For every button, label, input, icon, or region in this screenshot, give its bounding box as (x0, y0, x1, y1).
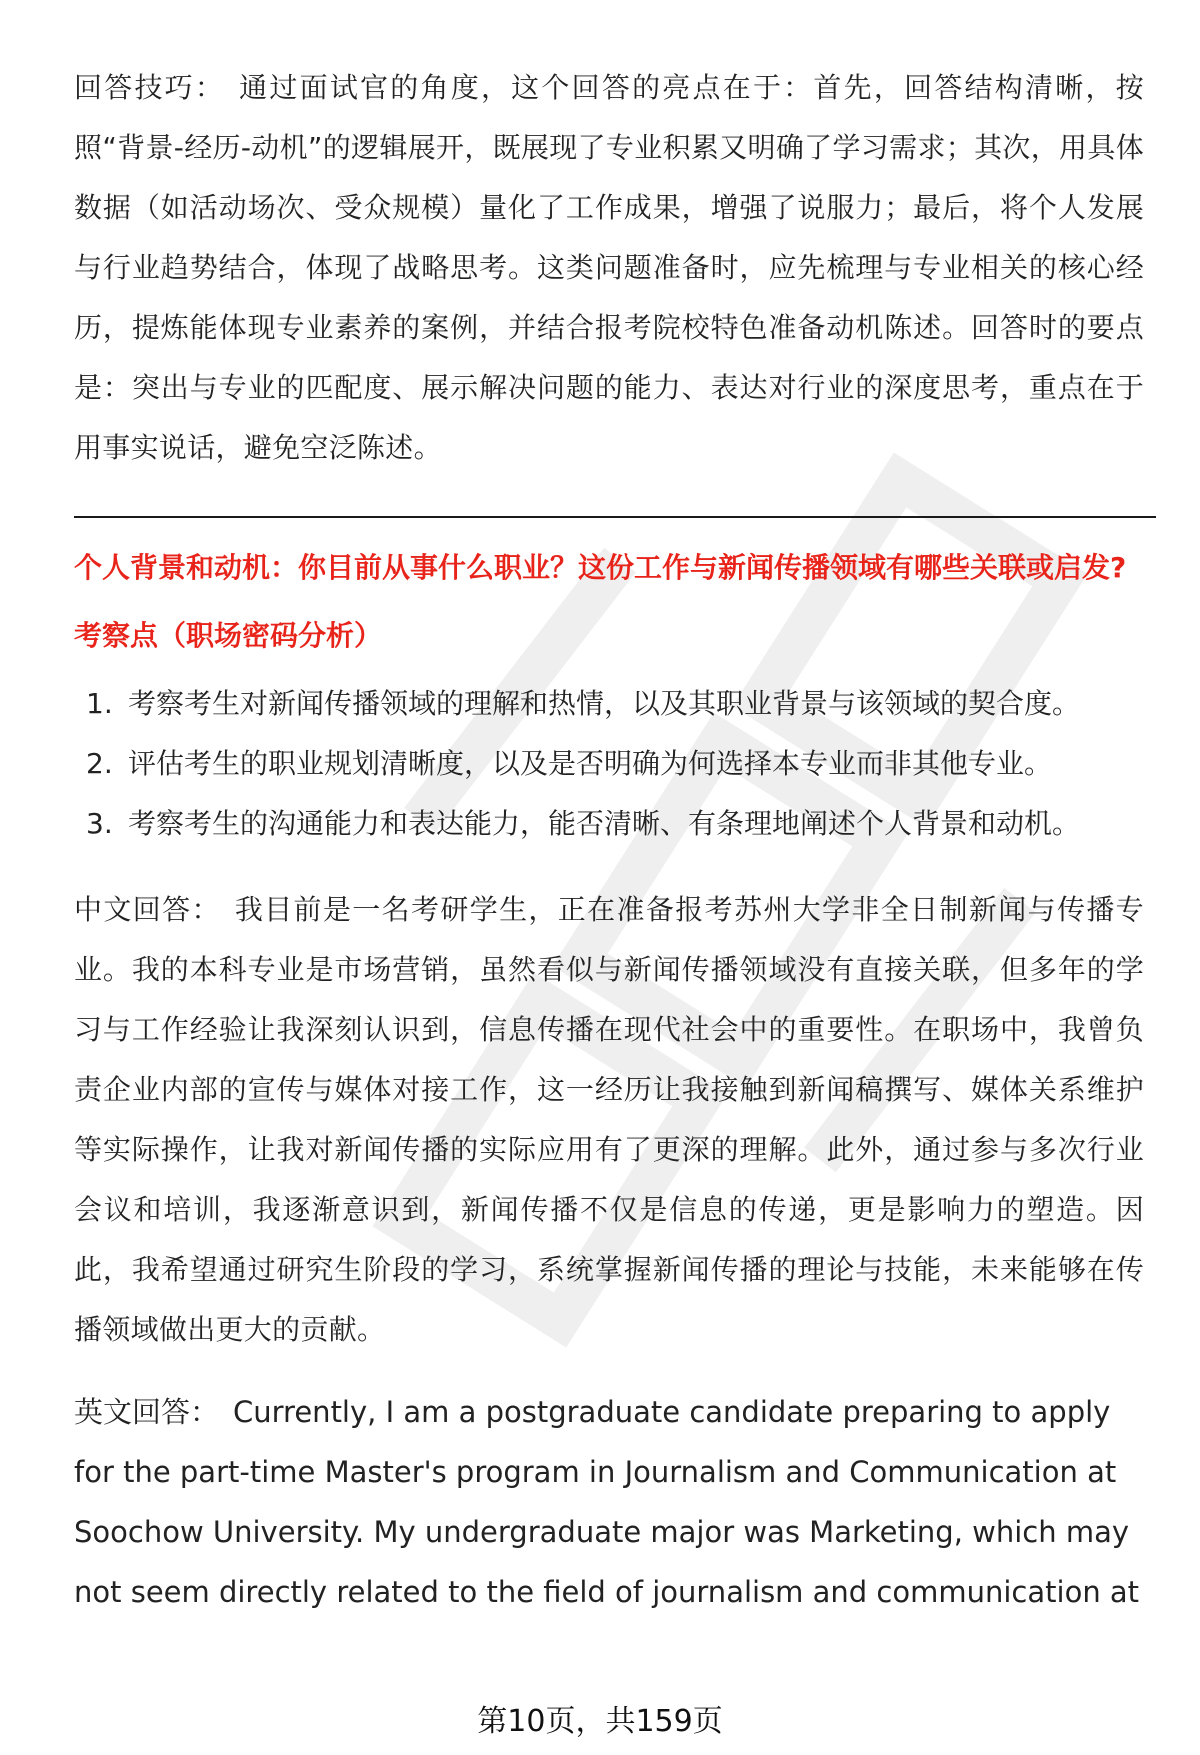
exam-point-item (74, 734, 1144, 794)
english-answer-text: Currently, I am a postgraduate candidate preparing to apply for the part-time Master's program in Journalism and Communication at Soochow University. My undergraduate major was Marketing, which may not seem directly related to the field of journalism and communication at (74, 1395, 1140, 1609)
chinese-answer-paragraph (74, 880, 1144, 1360)
exam-point-item (74, 794, 1144, 854)
paragraph-gap (74, 1360, 1144, 1382)
page-number-footer: 第10页，共159页 (477, 1704, 723, 1739)
exam-point-text: 考察考生的沟通能力和表达能力，能否清晰、有条理地阐述个人背景和动机。 (128, 807, 1081, 840)
question-heading: 个人背景和动机：你目前从事什么职业？这份工作与新闻传播领域有哪些关联或启发? (74, 551, 1127, 584)
section-divider (74, 516, 1156, 518)
chinese-answer-label: 中文回答： (74, 893, 221, 926)
answer-tips-paragraph (74, 58, 1144, 478)
exam-points-list (74, 674, 1144, 854)
exam-point-text: 评估考生的职业规划清晰度，以及是否明确为何选择本专业而非其他专业。 (128, 747, 1053, 780)
exam-point-item (74, 674, 1144, 734)
exam-point-number: 2. (86, 747, 113, 780)
exam-point-number: 1. (86, 687, 113, 720)
english-answer-label: 英文回答： (74, 1395, 220, 1429)
document-content (74, 58, 1144, 1622)
exam-point-number: 3. (86, 807, 113, 840)
exam-points-heading: 考察点（职场密码分析） (74, 619, 383, 652)
answer-tips-text: 通过面试官的角度，这个回答的亮点在于：首先，回答结构清晰，按照“背景-经历-动机”的逻辑展开，既展现了专业积累又明确了学习需求；其次，用具体数据（如活动场次、受众规模）量化了工作成果，增强了说服力；最后，将个人发展与行业趋势结合，体现了战略思考。这类问题准备时，应先梳理与专业相关的核心经历，提炼能体现专业素养的案例，并结合报考院校特色准备动机陈述。回答时的要点是：突出与专业的匹配度、展示解决问题的能力、表达对行业的深度思考，重点在于用事实说话，避免空泛陈述。 (74, 71, 1144, 464)
exam-point-text: 考察考生对新闻传播领域的理解和热情，以及其职业背景与该领域的契合度。 (128, 687, 1081, 720)
chinese-answer-text: 我目前是一名考研学生，正在准备报考苏州大学非全日制新闻与传播专业。我的本科专业是市场营销，虽然看似与新闻传播领域没有直接关联，但多年的学习与工作经验让我深刻认识到，信息传播在现代社会中的重要性。在职场中，我曾负责企业内部的宣传与媒体对接工作，这一经历让我接触到新闻稿撰写、媒体关系维护等实际操作，让我对新闻传播的实际应用有了更深的理解。此外，通过参与多次行业会议和培训，我逐渐意识到，新闻传播不仅是信息的传递，更是影响力的塑造。因此，我希望通过研究生阶段的学习，系统掌握新闻传播的理论与技能，未来能够在传播领域做出更大的贡献。 (74, 893, 1144, 1346)
english-answer-paragraph (74, 1382, 1144, 1622)
answer-tips-label: 回答技巧： (74, 71, 226, 104)
